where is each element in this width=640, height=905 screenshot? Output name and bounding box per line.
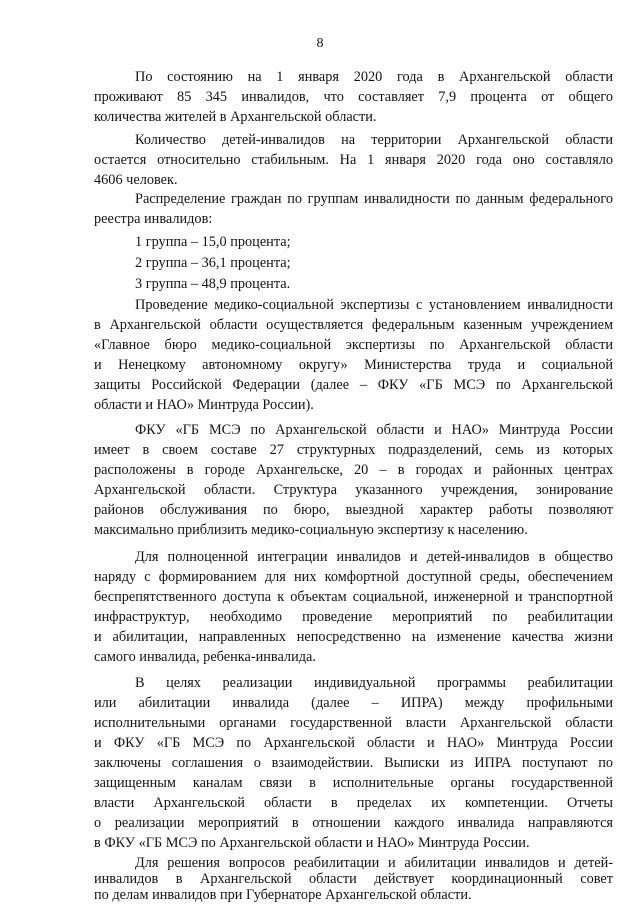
text-line: или абилитации инвалида (далее – ИПРА) между профильными <box>94 695 613 711</box>
list-item: 3 группа – 48,9 процента. <box>135 276 291 292</box>
text-line: ФКУ «ГБ МСЭ по Архангельской области и НАО» Минтруда России <box>135 422 613 438</box>
text-line: максимально приблизить медико-социальную экспертизу к населению. <box>94 522 528 538</box>
text-line: Для полноценной интеграции инвалидов и детей-инвалидов в общество <box>135 549 613 565</box>
text-line: 4606 человек. <box>94 172 178 188</box>
text-line: остается относительно стабильным. На 1 января 2020 года оно составляло <box>94 152 613 168</box>
text-line: защищенным каналам связи в исполнительные органы государственной <box>94 775 613 791</box>
text-line: проживают 85 345 инвалидов, что составляет 7,9 процента от общего <box>94 89 613 105</box>
page-number: 8 <box>316 36 324 51</box>
text-line: В целях реализации индивидуальной программы реабилитации <box>135 675 613 691</box>
text-line: в ФКУ «ГБ МСЭ по Архангельской области и НАО» Минтруда России. <box>94 835 530 851</box>
text-line: власти Архангельской области в пределах их компетенции. Отчеты <box>94 795 613 811</box>
text-line: По состоянию на 1 января 2020 года в Архангельской области <box>135 69 613 85</box>
text-line: Проведение медико-социальной экспертизы с установлением инвалидности <box>135 297 613 313</box>
text-line: исполнительными органами государственной власти Архангельской области <box>94 715 613 731</box>
list-item: 2 группа – 36,1 процента; <box>135 255 291 271</box>
text-line: области и НАО» Минтруда России). <box>94 397 314 413</box>
text-line: о реализации мероприятий в отношении каждого инвалида направляются <box>94 815 613 831</box>
text-line: районов обслуживания по бюро, выездной характер работы позволяют <box>94 502 613 518</box>
text-line: в Архангельской области осуществляется федеральным казенным учреждением <box>94 317 613 333</box>
text-line: Для решения вопросов реабилитации и абилитации инвалидов и детей- <box>135 855 613 871</box>
text-line: заключены соглашения о взаимодействии. Выписки из ИПРА поступают по <box>94 755 613 771</box>
text-line: самого инвалида, ребенка-инвалида. <box>94 649 316 665</box>
text-line: инвалидов в Архангельской области действует координационный совет <box>94 871 613 887</box>
text-line: инфраструктур, необходимо проведение мероприятий по реабилитации <box>94 609 613 625</box>
text-line: Распределение граждан по группам инвалидности по данным федерального <box>135 191 613 207</box>
list-item: 1 группа – 15,0 процента; <box>135 234 291 250</box>
text-line: «Главное бюро медико-социальной экспертизы по Архангельской области <box>94 337 613 353</box>
text-line: беспрепятственного доступа к объектам социальной, инженерной и транспортной <box>94 589 613 605</box>
text-line: расположены в городе Архангельске, 20 – в городах и районных центрах <box>94 462 613 478</box>
text-line: количества жителей в Архангельской области. <box>94 109 377 125</box>
text-line: и Ненецкому автономному округу» Министерства труда и социальной <box>94 357 613 373</box>
text-line: и абилитации, направленных непосредственно на изменение качества жизни <box>94 629 613 645</box>
text-line: имеет в своем составе 27 структурных подразделений, семь из которых <box>94 442 613 458</box>
text-line: и ФКУ «ГБ МСЭ по Архангельской области и НАО» Минтруда России <box>94 735 613 751</box>
text-line: реестра инвалидов: <box>94 211 213 227</box>
text-line: Количество детей-инвалидов на территории Архангельской области <box>135 132 613 148</box>
text-line: наряду с формированием для них комфортной доступной среды, обеспечением <box>94 569 613 585</box>
text-line: Архангельской области. Структура указанного учреждения, зонирование <box>94 482 613 498</box>
text-line: защиты Российской Федерации (далее – ФКУ «ГБ МСЭ по Архангельской <box>94 377 613 393</box>
text-line: по делам инвалидов при Губернаторе Архангельской области. <box>94 887 472 903</box>
